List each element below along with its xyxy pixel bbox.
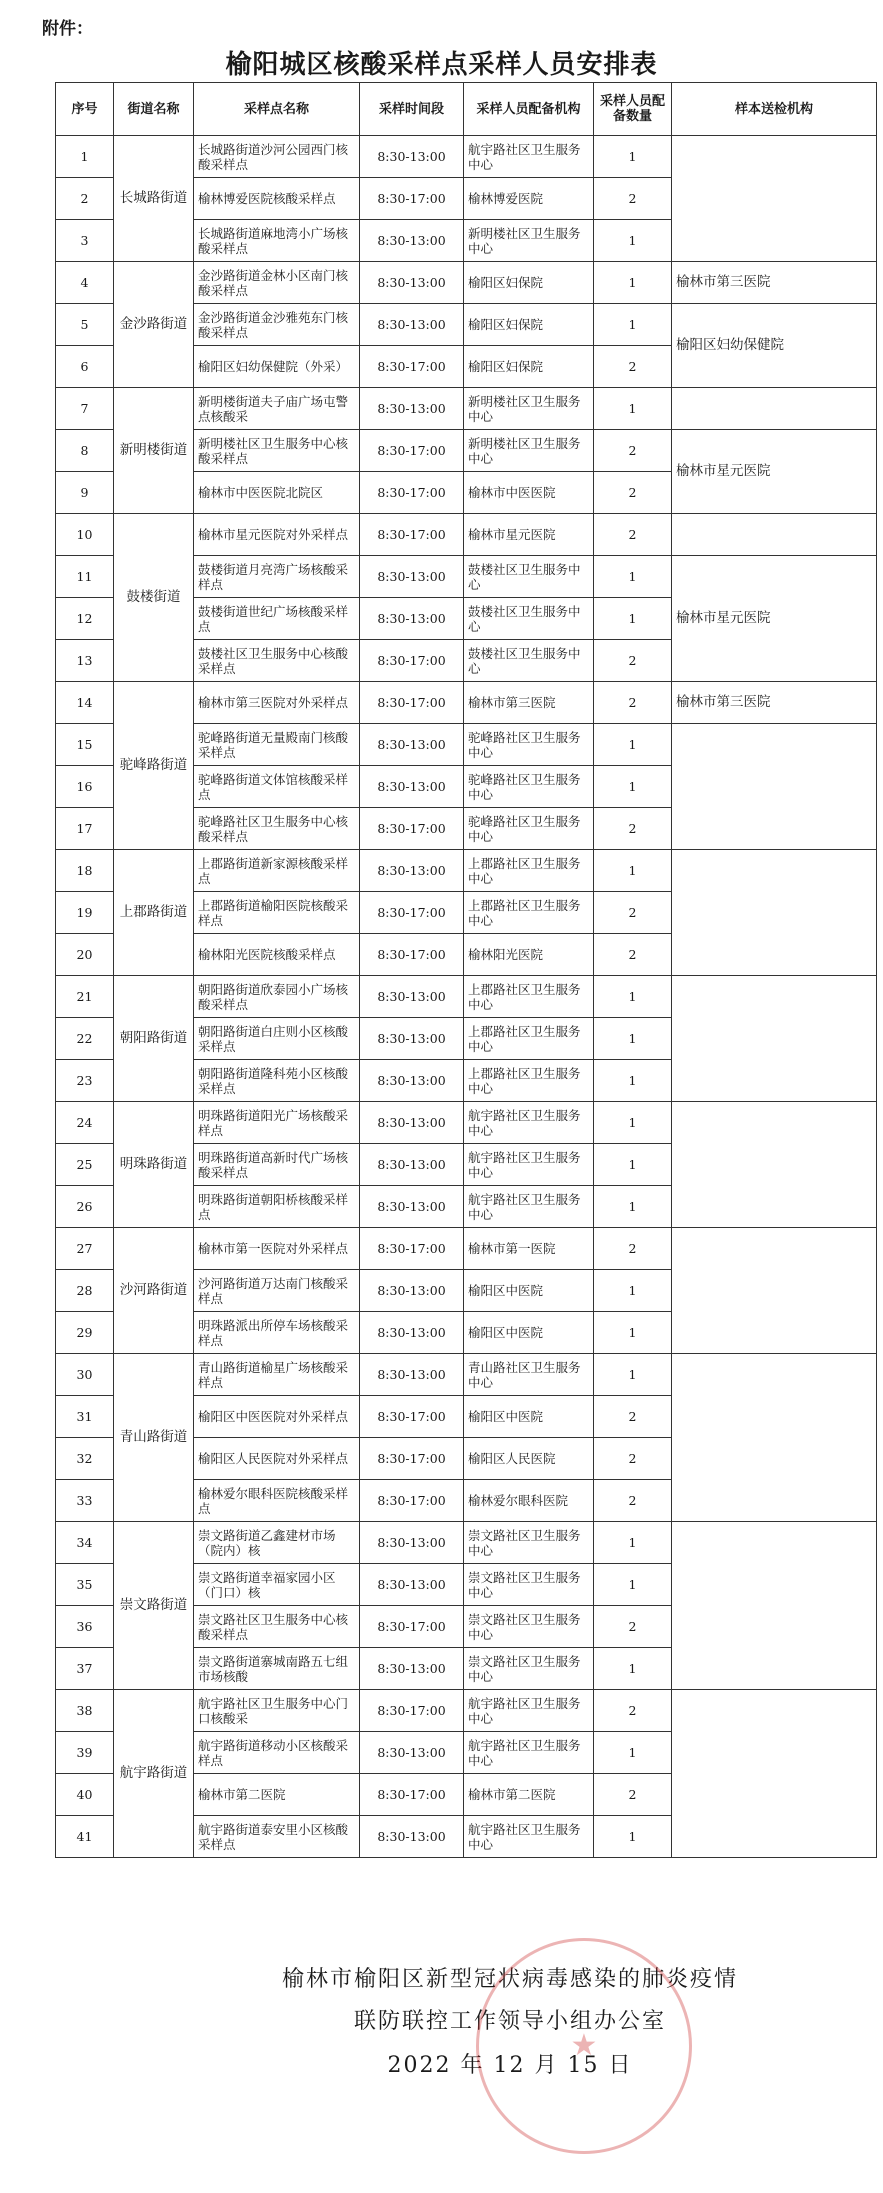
cell-time: 8:30-13:00 bbox=[360, 1564, 464, 1606]
cell-staff: 新明楼社区卫生服务中心 bbox=[464, 388, 594, 430]
cell-no: 33 bbox=[56, 1480, 114, 1522]
cell-site: 榆林市星元医院对外采样点 bbox=[194, 514, 360, 556]
cell-staff: 航宇路社区卫生服务中心 bbox=[464, 1186, 594, 1228]
footer-org-line2: 联防联控工作领导小组办公室 bbox=[353, 2009, 666, 2034]
cell-street: 航宇路街道 bbox=[114, 1690, 194, 1858]
cell-staff: 榆林市星元医院 bbox=[464, 514, 594, 556]
footer-org-line1: 榆林市榆阳区新型冠状病毒感染的肺炎疫情 bbox=[281, 1967, 738, 1992]
cell-time: 8:30-13:00 bbox=[360, 1186, 464, 1228]
cell-time: 8:30-13:00 bbox=[360, 1018, 464, 1060]
cell-staff: 榆阳区中医院 bbox=[464, 1312, 594, 1354]
cell-count: 1 bbox=[594, 598, 672, 640]
cell-no: 38 bbox=[56, 1690, 114, 1732]
cell-staff: 驼峰路社区卫生服务中心 bbox=[464, 766, 594, 808]
cell-site: 鼓楼街道世纪广场核酸采样点 bbox=[194, 598, 360, 640]
cell-staff: 榆阳区妇保院 bbox=[464, 346, 594, 388]
cell-no: 31 bbox=[56, 1396, 114, 1438]
cell-site: 明珠路街道朝阳桥核酸采样点 bbox=[194, 1186, 360, 1228]
cell-count: 2 bbox=[594, 346, 672, 388]
cell-no: 23 bbox=[56, 1060, 114, 1102]
cell-site: 榆林市第二医院 bbox=[194, 1774, 360, 1816]
cell-site: 明珠路派出所停车场核酸采样点 bbox=[194, 1312, 360, 1354]
cell-count: 2 bbox=[594, 1438, 672, 1480]
cell-count: 1 bbox=[594, 1522, 672, 1564]
cell-time: 8:30-17:00 bbox=[360, 1438, 464, 1480]
header-no: 序号 bbox=[56, 83, 114, 136]
cell-site: 鼓楼街道月亮湾广场核酸采样点 bbox=[194, 556, 360, 598]
cell-no: 7 bbox=[56, 388, 114, 430]
cell-street: 鼓楼街道 bbox=[114, 514, 194, 682]
cell-staff: 新明楼社区卫生服务中心 bbox=[464, 430, 594, 472]
cell-no: 2 bbox=[56, 178, 114, 220]
cell-street: 金沙路街道 bbox=[114, 262, 194, 388]
cell-street: 崇文路街道 bbox=[114, 1522, 194, 1690]
cell-lab bbox=[672, 1228, 877, 1354]
cell-staff: 上郡路社区卫生服务中心 bbox=[464, 850, 594, 892]
table-row bbox=[56, 514, 877, 556]
cell-staff: 上郡路社区卫生服务中心 bbox=[464, 976, 594, 1018]
cell-staff: 航宇路社区卫生服务中心 bbox=[464, 1144, 594, 1186]
cell-time: 8:30-13:00 bbox=[360, 262, 464, 304]
table-row bbox=[56, 136, 877, 178]
cell-count: 1 bbox=[594, 1732, 672, 1774]
cell-no: 11 bbox=[56, 556, 114, 598]
cell-time: 8:30-13:00 bbox=[360, 976, 464, 1018]
cell-no: 13 bbox=[56, 640, 114, 682]
cell-count: 2 bbox=[594, 430, 672, 472]
header-staff-org: 采样人员配备机构 bbox=[464, 83, 594, 136]
cell-no: 20 bbox=[56, 934, 114, 976]
cell-time: 8:30-17:00 bbox=[360, 346, 464, 388]
cell-time: 8:30-13:00 bbox=[360, 1102, 464, 1144]
cell-no: 27 bbox=[56, 1228, 114, 1270]
cell-count: 2 bbox=[594, 1396, 672, 1438]
cell-staff: 崇文路社区卫生服务中心 bbox=[464, 1564, 594, 1606]
cell-staff: 新明楼社区卫生服务中心 bbox=[464, 220, 594, 262]
cell-count: 2 bbox=[594, 640, 672, 682]
cell-site: 朝阳路街道白庄则小区核酸采样点 bbox=[194, 1018, 360, 1060]
cell-site: 上郡路街道新家源核酸采样点 bbox=[194, 850, 360, 892]
cell-time: 8:30-17:00 bbox=[360, 1774, 464, 1816]
cell-lab: 榆林市第三医院 bbox=[672, 262, 877, 304]
cell-count: 2 bbox=[594, 178, 672, 220]
cell-count: 2 bbox=[594, 1690, 672, 1732]
cell-time: 8:30-17:00 bbox=[360, 472, 464, 514]
cell-staff: 驼峰路社区卫生服务中心 bbox=[464, 724, 594, 766]
cell-count: 1 bbox=[594, 850, 672, 892]
cell-staff: 鼓楼社区卫生服务中心 bbox=[464, 556, 594, 598]
cell-lab bbox=[672, 514, 877, 556]
cell-time: 8:30-13:00 bbox=[360, 1060, 464, 1102]
attachment-label: 附件： bbox=[42, 19, 93, 39]
cell-no: 37 bbox=[56, 1648, 114, 1690]
cell-site: 新明楼街道夫子庙广场屯警点核酸采 bbox=[194, 388, 360, 430]
cell-lab: 榆林市星元医院 bbox=[672, 430, 877, 514]
cell-no: 28 bbox=[56, 1270, 114, 1312]
cell-time: 8:30-17:00 bbox=[360, 1606, 464, 1648]
cell-staff: 榆阳区中医院 bbox=[464, 1396, 594, 1438]
table-row bbox=[56, 1102, 877, 1144]
cell-time: 8:30-17:00 bbox=[360, 892, 464, 934]
cell-site: 沙河路街道万达南门核酸采样点 bbox=[194, 1270, 360, 1312]
cell-time: 8:30-17:00 bbox=[360, 682, 464, 724]
cell-count: 1 bbox=[594, 1060, 672, 1102]
cell-staff: 榆林市中医医院 bbox=[464, 472, 594, 514]
cell-street: 上郡路街道 bbox=[114, 850, 194, 976]
cell-time: 8:30-17:00 bbox=[360, 1396, 464, 1438]
cell-lab bbox=[672, 850, 877, 976]
cell-time: 8:30-13:00 bbox=[360, 304, 464, 346]
cell-site: 上郡路街道榆阳医院核酸采样点 bbox=[194, 892, 360, 934]
cell-site: 崇文路社区卫生服务中心核酸采样点 bbox=[194, 1606, 360, 1648]
cell-staff: 崇文路社区卫生服务中心 bbox=[464, 1522, 594, 1564]
cell-site: 朝阳路街道隆科苑小区核酸采样点 bbox=[194, 1060, 360, 1102]
cell-no: 35 bbox=[56, 1564, 114, 1606]
cell-lab: 榆林市第三医院 bbox=[672, 682, 877, 724]
cell-time: 8:30-13:00 bbox=[360, 850, 464, 892]
cell-time: 8:30-13:00 bbox=[360, 598, 464, 640]
cell-site: 榆林市中医医院北院区 bbox=[194, 472, 360, 514]
table-row bbox=[56, 1690, 877, 1732]
cell-staff: 青山路社区卫生服务中心 bbox=[464, 1354, 594, 1396]
cell-count: 1 bbox=[594, 1018, 672, 1060]
cell-site: 崇文路街道乙鑫建材市场（院内）核 bbox=[194, 1522, 360, 1564]
cell-no: 1 bbox=[56, 136, 114, 178]
cell-site: 驼峰路街道文体馆核酸采样点 bbox=[194, 766, 360, 808]
cell-site: 航宇路街道泰安里小区核酸采样点 bbox=[194, 1816, 360, 1858]
header-lab: 样本送检机构 bbox=[672, 83, 877, 136]
cell-site: 榆林博爱医院核酸采样点 bbox=[194, 178, 360, 220]
cell-no: 26 bbox=[56, 1186, 114, 1228]
cell-no: 6 bbox=[56, 346, 114, 388]
table-header-row bbox=[56, 83, 877, 136]
cell-lab: 榆阳区妇幼保健院 bbox=[672, 304, 877, 388]
cell-street: 明珠路街道 bbox=[114, 1102, 194, 1228]
cell-staff: 上郡路社区卫生服务中心 bbox=[464, 892, 594, 934]
cell-time: 8:30-13:00 bbox=[360, 1522, 464, 1564]
cell-count: 1 bbox=[594, 1354, 672, 1396]
cell-site: 长城路街道麻地湾小广场核酸采样点 bbox=[194, 220, 360, 262]
cell-time: 8:30-17:00 bbox=[360, 808, 464, 850]
cell-staff: 榆林阳光医院 bbox=[464, 934, 594, 976]
cell-time: 8:30-13:00 bbox=[360, 724, 464, 766]
schedule-table bbox=[55, 82, 877, 1858]
cell-time: 8:30-13:00 bbox=[360, 136, 464, 178]
cell-staff: 鼓楼社区卫生服务中心 bbox=[464, 640, 594, 682]
cell-lab bbox=[672, 976, 877, 1102]
header-street: 街道名称 bbox=[114, 83, 194, 136]
cell-staff: 驼峰路社区卫生服务中心 bbox=[464, 808, 594, 850]
cell-staff: 上郡路社区卫生服务中心 bbox=[464, 1018, 594, 1060]
cell-staff: 榆阳区中医院 bbox=[464, 1270, 594, 1312]
cell-lab bbox=[672, 1522, 877, 1690]
cell-site: 朝阳路街道欣泰园小广场核酸采样点 bbox=[194, 976, 360, 1018]
cell-street: 青山路街道 bbox=[114, 1354, 194, 1522]
cell-site: 驼峰路社区卫生服务中心核酸采样点 bbox=[194, 808, 360, 850]
cell-staff: 航宇路社区卫生服务中心 bbox=[464, 1732, 594, 1774]
cell-count: 1 bbox=[594, 724, 672, 766]
cell-site: 金沙路街道金林小区南门核酸采样点 bbox=[194, 262, 360, 304]
cell-no: 4 bbox=[56, 262, 114, 304]
cell-count: 2 bbox=[594, 1606, 672, 1648]
cell-time: 8:30-17:00 bbox=[360, 430, 464, 472]
cell-time: 8:30-17:00 bbox=[360, 1480, 464, 1522]
cell-lab: 榆林市星元医院 bbox=[672, 556, 877, 682]
cell-site: 榆阳区人民医院对外采样点 bbox=[194, 1438, 360, 1480]
cell-site: 明珠路街道阳光广场核酸采样点 bbox=[194, 1102, 360, 1144]
cell-count: 1 bbox=[594, 1564, 672, 1606]
table-row bbox=[56, 850, 877, 892]
cell-street: 朝阳路街道 bbox=[114, 976, 194, 1102]
table-row bbox=[56, 976, 877, 1018]
cell-site: 榆林阳光医院核酸采样点 bbox=[194, 934, 360, 976]
table-row bbox=[56, 682, 877, 724]
cell-count: 2 bbox=[594, 1480, 672, 1522]
cell-site: 明珠路街道高新时代广场核酸采样点 bbox=[194, 1144, 360, 1186]
cell-staff: 航宇路社区卫生服务中心 bbox=[464, 1816, 594, 1858]
cell-time: 8:30-17:00 bbox=[360, 178, 464, 220]
cell-site: 榆林市第一医院对外采样点 bbox=[194, 1228, 360, 1270]
cell-no: 12 bbox=[56, 598, 114, 640]
cell-count: 1 bbox=[594, 1312, 672, 1354]
cell-no: 3 bbox=[56, 220, 114, 262]
cell-time: 8:30-13:00 bbox=[360, 1648, 464, 1690]
cell-no: 40 bbox=[56, 1774, 114, 1816]
cell-time: 8:30-13:00 bbox=[360, 1732, 464, 1774]
cell-no: 21 bbox=[56, 976, 114, 1018]
cell-count: 1 bbox=[594, 556, 672, 598]
cell-time: 8:30-17:00 bbox=[360, 1228, 464, 1270]
cell-count: 2 bbox=[594, 808, 672, 850]
cell-count: 1 bbox=[594, 1816, 672, 1858]
cell-count: 2 bbox=[594, 934, 672, 976]
cell-staff: 榆林市第三医院 bbox=[464, 682, 594, 724]
cell-staff: 航宇路社区卫生服务中心 bbox=[464, 1690, 594, 1732]
cell-street: 驼峰路街道 bbox=[114, 682, 194, 850]
cell-street: 沙河路街道 bbox=[114, 1228, 194, 1354]
header-staff-count: 采样人员配备数量 bbox=[594, 83, 672, 136]
cell-time: 8:30-17:00 bbox=[360, 640, 464, 682]
cell-no: 22 bbox=[56, 1018, 114, 1060]
cell-no: 8 bbox=[56, 430, 114, 472]
header-time: 采样时间段 bbox=[360, 83, 464, 136]
cell-time: 8:30-13:00 bbox=[360, 1270, 464, 1312]
cell-site: 金沙路街道金沙雅苑东门核酸采样点 bbox=[194, 304, 360, 346]
cell-time: 8:30-17:00 bbox=[360, 1690, 464, 1732]
cell-no: 29 bbox=[56, 1312, 114, 1354]
cell-staff: 鼓楼社区卫生服务中心 bbox=[464, 598, 594, 640]
cell-no: 34 bbox=[56, 1522, 114, 1564]
cell-count: 1 bbox=[594, 136, 672, 178]
cell-no: 18 bbox=[56, 850, 114, 892]
cell-site: 榆阳区妇幼保健院（外采） bbox=[194, 346, 360, 388]
cell-staff: 榆阳区妇保院 bbox=[464, 304, 594, 346]
cell-staff: 上郡路社区卫生服务中心 bbox=[464, 1060, 594, 1102]
cell-site: 鼓楼社区卫生服务中心核酸采样点 bbox=[194, 640, 360, 682]
cell-site: 崇文路街道幸福家园小区（门口）核 bbox=[194, 1564, 360, 1606]
cell-no: 16 bbox=[56, 766, 114, 808]
official-seal bbox=[476, 1938, 692, 2154]
cell-no: 24 bbox=[56, 1102, 114, 1144]
cell-time: 8:30-13:00 bbox=[360, 1312, 464, 1354]
table-row bbox=[56, 1522, 877, 1564]
cell-site: 榆林市第三医院对外采样点 bbox=[194, 682, 360, 724]
cell-lab bbox=[672, 388, 877, 430]
cell-count: 1 bbox=[594, 1648, 672, 1690]
cell-staff: 榆林爱尔眼科医院 bbox=[464, 1480, 594, 1522]
cell-staff: 航宇路社区卫生服务中心 bbox=[464, 1102, 594, 1144]
cell-no: 17 bbox=[56, 808, 114, 850]
cell-time: 8:30-13:00 bbox=[360, 388, 464, 430]
table-row bbox=[56, 1354, 877, 1396]
cell-lab bbox=[672, 724, 877, 850]
cell-time: 8:30-13:00 bbox=[360, 1816, 464, 1858]
cell-no: 41 bbox=[56, 1816, 114, 1858]
cell-no: 36 bbox=[56, 1606, 114, 1648]
cell-count: 1 bbox=[594, 1144, 672, 1186]
cell-lab bbox=[672, 1690, 877, 1858]
cell-time: 8:30-13:00 bbox=[360, 556, 464, 598]
cell-count: 2 bbox=[594, 892, 672, 934]
cell-staff: 崇文路社区卫生服务中心 bbox=[464, 1606, 594, 1648]
cell-site: 新明楼社区卫生服务中心核酸采样点 bbox=[194, 430, 360, 472]
cell-site: 榆林爱尔眼科医院核酸采样点 bbox=[194, 1480, 360, 1522]
cell-street: 新明楼街道 bbox=[114, 388, 194, 514]
seal-star-icon: ★ bbox=[570, 2028, 598, 2063]
table-row bbox=[56, 388, 877, 430]
footer-date: 2022 年 12 月 15 日 bbox=[387, 2053, 633, 2078]
cell-staff: 榆阳区人民医院 bbox=[464, 1438, 594, 1480]
cell-site: 青山路街道榆星广场核酸采样点 bbox=[194, 1354, 360, 1396]
cell-count: 1 bbox=[594, 304, 672, 346]
cell-staff: 航宇路社区卫生服务中心 bbox=[464, 136, 594, 178]
cell-time: 8:30-17:00 bbox=[360, 934, 464, 976]
cell-no: 10 bbox=[56, 514, 114, 556]
cell-count: 2 bbox=[594, 682, 672, 724]
cell-time: 8:30-17:00 bbox=[360, 514, 464, 556]
cell-site: 航宇路街道移动小区核酸采样点 bbox=[194, 1732, 360, 1774]
cell-no: 30 bbox=[56, 1354, 114, 1396]
cell-staff: 榆林市第二医院 bbox=[464, 1774, 594, 1816]
cell-lab bbox=[672, 136, 877, 262]
cell-count: 1 bbox=[594, 766, 672, 808]
cell-count: 1 bbox=[594, 1186, 672, 1228]
cell-staff: 榆阳区妇保院 bbox=[464, 262, 594, 304]
cell-lab bbox=[672, 1354, 877, 1522]
cell-no: 39 bbox=[56, 1732, 114, 1774]
cell-no: 25 bbox=[56, 1144, 114, 1186]
cell-lab bbox=[672, 1102, 877, 1228]
cell-site: 驼峰路街道无量殿南门核酸采样点 bbox=[194, 724, 360, 766]
cell-staff: 榆林市第一医院 bbox=[464, 1228, 594, 1270]
cell-count: 1 bbox=[594, 1270, 672, 1312]
cell-no: 5 bbox=[56, 304, 114, 346]
document-title: 榆阳城区核酸采样点采样人员安排表 bbox=[225, 50, 658, 80]
cell-site: 航宇路社区卫生服务中心门口核酸采 bbox=[194, 1690, 360, 1732]
table-row bbox=[56, 262, 877, 304]
cell-site: 长城路街道沙河公园西门核酸采样点 bbox=[194, 136, 360, 178]
cell-count: 1 bbox=[594, 1102, 672, 1144]
cell-no: 19 bbox=[56, 892, 114, 934]
cell-site: 崇文路街道寨城南路五七组市场核酸 bbox=[194, 1648, 360, 1690]
cell-staff: 崇文路社区卫生服务中心 bbox=[464, 1648, 594, 1690]
cell-staff: 榆林博爱医院 bbox=[464, 178, 594, 220]
table-body bbox=[56, 136, 877, 1858]
cell-count: 1 bbox=[594, 220, 672, 262]
cell-count: 1 bbox=[594, 262, 672, 304]
cell-no: 15 bbox=[56, 724, 114, 766]
cell-count: 1 bbox=[594, 976, 672, 1018]
cell-count: 2 bbox=[594, 514, 672, 556]
header-site: 采样点名称 bbox=[194, 83, 360, 136]
table-row bbox=[56, 1228, 877, 1270]
cell-no: 14 bbox=[56, 682, 114, 724]
cell-time: 8:30-13:00 bbox=[360, 1354, 464, 1396]
cell-time: 8:30-13:00 bbox=[360, 1144, 464, 1186]
cell-no: 9 bbox=[56, 472, 114, 514]
cell-street: 长城路街道 bbox=[114, 136, 194, 262]
cell-time: 8:30-13:00 bbox=[360, 766, 464, 808]
cell-count: 2 bbox=[594, 1228, 672, 1270]
cell-no: 32 bbox=[56, 1438, 114, 1480]
cell-count: 2 bbox=[594, 472, 672, 514]
cell-count: 1 bbox=[594, 388, 672, 430]
cell-count: 2 bbox=[594, 1774, 672, 1816]
cell-site: 榆阳区中医医院对外采样点 bbox=[194, 1396, 360, 1438]
cell-time: 8:30-13:00 bbox=[360, 220, 464, 262]
